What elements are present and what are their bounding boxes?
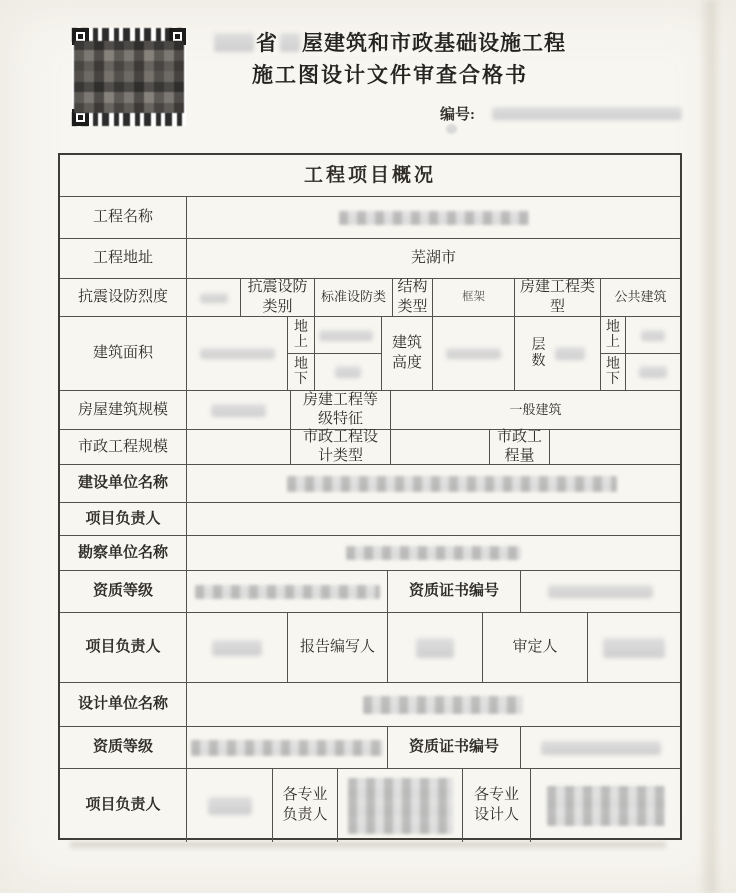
floors-cell — [514, 317, 600, 390]
qualification-level-label-2: 资质等级 — [92, 739, 153, 756]
redacted-qualification-cert-1 — [548, 585, 653, 598]
redacted-floors — [555, 347, 585, 360]
redacted-construction-unit — [287, 476, 617, 492]
municipal-quantity-label: 市政工程量 — [496, 428, 542, 464]
table-row-housing-scale — [60, 390, 680, 429]
redacted-below-ground-area — [335, 366, 361, 378]
redacted-survey-unit — [346, 546, 521, 560]
redacted-qualification-level-1 — [195, 585, 380, 599]
redacted-housing-scale — [211, 404, 266, 417]
building-type-value: 公共建筑 — [600, 279, 680, 316]
redacted-project-leader-2 — [212, 640, 262, 656]
floor-area-label: 建筑面积 — [92, 345, 153, 362]
discipline-leader-label: 各专业负责人 — [282, 787, 328, 823]
ground-label-column-2 — [600, 317, 625, 390]
report-writer-value — [387, 613, 482, 682]
discipline-designer-value — [530, 769, 680, 842]
project-leader-label-2: 项目负责人 — [85, 639, 161, 656]
ground-floor-values — [625, 317, 680, 390]
table-title: 工程项目概况 — [303, 164, 436, 186]
redacted-design-unit — [363, 696, 523, 714]
document-title-line2: 施工图设计文件审查合格书 — [252, 63, 528, 87]
housing-scale-value — [186, 391, 290, 429]
table-row-project-leader-1 — [60, 502, 680, 535]
approver-label: 审定人 — [482, 613, 587, 682]
table-row-municipal-scale — [60, 429, 680, 464]
municipal-design-type-label: 市政工程设计类型 — [302, 428, 378, 464]
qr-code — [72, 28, 186, 126]
discipline-designer-label: 各专业设计人 — [473, 787, 519, 823]
project-leader-value-1 — [186, 503, 680, 535]
construction-unit-label: 建设单位名称 — [77, 475, 168, 492]
ground-label-column — [287, 317, 314, 390]
survey-unit-label: 勘察单位名称 — [77, 544, 168, 561]
redacted-above-ground-area — [319, 330, 373, 341]
table-row-construction-unit — [60, 464, 680, 502]
qualification-level-value-1 — [186, 571, 387, 612]
redacted-approver — [603, 638, 665, 658]
redacted-floor-area-total — [200, 348, 275, 359]
redacted-project-name — [339, 211, 529, 225]
qualification-level-value-2 — [186, 727, 387, 768]
housing-scale-label: 房屋建筑规模 — [77, 401, 168, 418]
project-leader-value-2 — [186, 613, 287, 682]
seismic-intensity-value — [186, 279, 240, 316]
below-ground-label-2: 地下 — [606, 356, 620, 387]
table-row-title — [60, 155, 680, 196]
qualification-cert-label-1: 资质证书编号 — [387, 571, 520, 612]
title-line1-text: 屋建筑和市政基础设施工程 — [302, 31, 566, 55]
redacted-report-writer — [416, 638, 454, 658]
qualification-cert-label-2: 资质证书编号 — [387, 727, 520, 768]
table-row-qualification-2 — [60, 726, 680, 768]
building-height-label: 建筑高度 — [391, 335, 422, 371]
title-province-char: 省 — [256, 31, 278, 55]
above-ground-label-2: 地上 — [606, 319, 620, 350]
municipal-scale-value — [186, 430, 290, 464]
redacted-seismic-intensity — [200, 293, 228, 303]
project-address-value: 芜湖市 — [186, 239, 680, 278]
design-unit-value — [186, 683, 680, 726]
table-row-project-address — [60, 238, 680, 278]
qualification-cert-value-1 — [520, 571, 680, 612]
building-grade-label: 房建工程等级特征 — [302, 391, 378, 427]
table-row-design-unit — [60, 682, 680, 726]
below-ground-label: 地下 — [294, 356, 308, 387]
floor-area-total-value — [186, 317, 287, 390]
project-leader-label-3: 项目负责人 — [85, 797, 161, 814]
redacted-province-prefix — [214, 33, 254, 52]
construction-unit-value — [186, 465, 680, 502]
redacted-qualification-level-2 — [191, 740, 383, 756]
approver-value — [587, 613, 680, 682]
seismic-category-label: 抗震设防类别 — [247, 279, 308, 315]
doc-number-label: 编号: — [440, 107, 475, 123]
building-grade-value: 一般建筑 — [390, 391, 680, 429]
discipline-leader-value — [337, 769, 462, 842]
structure-type-value: 框架 — [432, 279, 514, 316]
redacted-below-ground-floors — [639, 366, 667, 378]
redacted-stamp-dot — [446, 124, 457, 134]
municipal-quantity-value — [549, 430, 680, 464]
redacted-discipline-leaders — [348, 778, 453, 834]
ground-area-values — [314, 317, 381, 390]
qualification-cert-value-2 — [520, 727, 680, 768]
table-row-qualification-1 — [60, 570, 680, 612]
building-type-label: 房建工程类型 — [519, 279, 595, 315]
redacted-qualification-cert-2 — [541, 741, 661, 755]
redacted-building-height — [446, 348, 501, 359]
municipal-design-type-value — [390, 430, 489, 464]
redacted-above-ground-floors — [641, 330, 665, 341]
document-title-line1 — [190, 28, 590, 56]
project-address-label: 工程地址 — [92, 250, 153, 267]
project-leader-value-3 — [186, 769, 272, 842]
floors-label: 层数 — [531, 338, 546, 369]
table-row-survey-people — [60, 612, 680, 682]
qr-redaction-mosaic — [74, 41, 184, 113]
survey-unit-value — [186, 536, 680, 570]
redacted-discipline-designers — [547, 786, 665, 826]
structure-type-label: 结构类型 — [397, 279, 428, 315]
redacted-project-leader-3 — [208, 797, 252, 815]
seismic-category-value: 标准设防类 — [314, 279, 392, 316]
table-row-survey-unit — [60, 535, 680, 570]
table-row-project-name — [60, 196, 680, 238]
table-row-design-people — [60, 768, 680, 842]
project-leader-label-1: 项目负责人 — [85, 510, 161, 527]
report-writer-label: 报告编写人 — [287, 613, 387, 682]
redacted-title-char — [280, 33, 300, 52]
design-unit-label: 设计单位名称 — [77, 696, 168, 713]
scan-shadow — [70, 842, 666, 851]
building-height-value — [432, 317, 514, 390]
project-name-value — [186, 197, 680, 238]
project-overview-table — [58, 153, 682, 840]
municipal-scale-label: 市政工程规模 — [77, 438, 168, 455]
qr-modules-bottom — [72, 112, 186, 126]
table-row-floor-area — [60, 316, 680, 390]
table-row-seismic — [60, 278, 680, 316]
paper-crease — [698, 0, 728, 893]
project-name-label: 工程名称 — [92, 209, 153, 226]
above-ground-label: 地上 — [294, 319, 308, 350]
qualification-level-label-1: 资质等级 — [92, 583, 153, 600]
redacted-doc-number — [492, 107, 682, 120]
seismic-intensity-label: 抗震设防烈度 — [77, 289, 168, 306]
